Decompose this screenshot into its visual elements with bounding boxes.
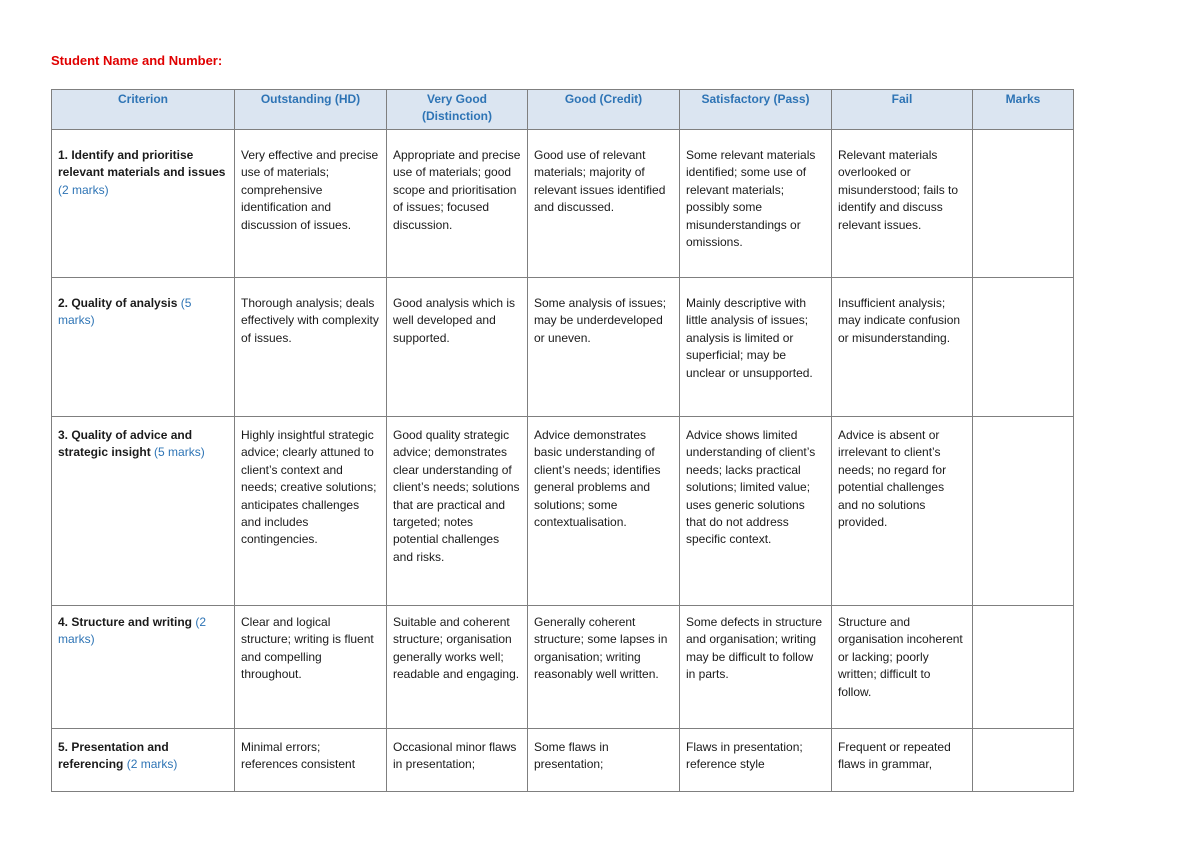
header-marks: Marks <box>973 90 1074 130</box>
satisfactory-cell: Mainly descriptive with little analysis of issues; analysis is limited or superficial; may be unclear or unsupported. <box>680 278 832 417</box>
marks-cell[interactable] <box>973 417 1074 606</box>
outstanding-cell: Very effective and precise use of materials; comprehensive identification and discussion of issues. <box>235 130 387 278</box>
table-row <box>52 417 1074 606</box>
satisfactory-cell: Some defects in structure and organisation; writing may be difficult to follow in parts. <box>680 606 832 729</box>
marks-cell[interactable] <box>973 606 1074 729</box>
fail-cell: Insufficient analysis; may indicate confusion or misunderstanding. <box>832 278 973 417</box>
good-cell: Some analysis of issues; may be underdeveloped or uneven. <box>528 278 680 417</box>
header-fail: Fail <box>832 90 973 130</box>
outstanding-cell: Thorough analysis; deals effectively with complexity of issues. <box>235 278 387 417</box>
very-good-cell: Good quality strategic advice; demonstrates clear understanding of client’s needs; solutions that are practical and targeted; notes potential challenges and risks. <box>387 417 528 606</box>
good-cell: Some flaws in presentation; <box>528 729 680 792</box>
criterion-name: 4. Structure and writing <box>58 615 193 629</box>
criterion-name: 5. Presentation and referencing <box>58 740 169 772</box>
criterion-cell <box>52 130 235 278</box>
good-cell: Generally coherent structure; some lapses in organisation; writing reasonably well written. <box>528 606 680 729</box>
fail-cell: Frequent or repeated flaws in grammar, <box>832 729 973 792</box>
header-very-good: Very Good (Distinction) <box>387 90 528 130</box>
criterion-marks: (2 marks) <box>58 182 109 197</box>
fail-cell: Advice is absent or irrelevant to client’s needs; no regard for potential challenges and no solutions provided. <box>832 417 973 606</box>
good-cell: Advice demonstrates basic understanding of client’s needs; identifies general problems and solutions; some contextualisation. <box>528 417 680 606</box>
outstanding-cell: Highly insightful strategic advice; clearly attuned to client’s context and needs; creative solutions; anticipates challenges and includes contingencies. <box>235 417 387 606</box>
satisfactory-cell: Some relevant materials identified; some use of relevant materials; possibly some misunderstandings or omissions. <box>680 130 832 278</box>
marks-cell[interactable] <box>973 729 1074 792</box>
criterion-cell <box>52 278 235 417</box>
criterion-marks: (2 marks) <box>126 757 178 772</box>
criterion-cell <box>52 606 235 729</box>
header-outstanding: Outstanding (HD) <box>235 90 387 130</box>
header-row <box>52 90 1074 130</box>
table-row <box>52 729 1074 792</box>
criterion-cell <box>52 729 235 792</box>
fail-cell: Structure and organisation incoherent or lacking; poorly written; difficult to follow. <box>832 606 973 729</box>
marks-cell[interactable] <box>973 278 1074 417</box>
table-row <box>52 278 1074 417</box>
table-row <box>52 606 1074 729</box>
criterion-name: 1. Identify and prioritise relevant materials and issues <box>58 148 226 180</box>
very-good-cell: Suitable and coherent structure; organisation generally works well; readable and engaging. <box>387 606 528 729</box>
marking-rubric-table <box>51 89 1074 792</box>
very-good-cell: Good analysis which is well developed and supported. <box>387 278 528 417</box>
header-satisfactory: Satisfactory (Pass) <box>680 90 832 130</box>
criterion-marks: (5 marks) <box>58 296 192 328</box>
very-good-cell: Appropriate and precise use of materials; good scope and prioritisation of issues; focused discussion. <box>387 130 528 278</box>
satisfactory-cell: Advice shows limited understanding of client’s needs; lacks practical solutions; limited value; uses generic solutions that do not address specific context. <box>680 417 832 606</box>
table-row <box>52 130 1074 278</box>
header-criterion: Criterion <box>52 90 235 130</box>
criterion-name: 2. Quality of analysis <box>58 296 178 310</box>
criterion-marks: (2 marks) <box>58 615 207 647</box>
very-good-cell: Occasional minor flaws in presentation; <box>387 729 528 792</box>
good-cell: Good use of relevant materials; majority of relevant issues identified and discussed. <box>528 130 680 278</box>
outstanding-cell: Minimal errors; references consistent <box>235 729 387 792</box>
fail-cell: Relevant materials overlooked or misunderstood; fails to identify and discuss relevant issues. <box>832 130 973 278</box>
outstanding-cell: Clear and logical structure; writing is fluent and compelling throughout. <box>235 606 387 729</box>
student-name-label: Student Name and Number: <box>51 53 223 68</box>
satisfactory-cell: Flaws in presentation; reference style <box>680 729 832 792</box>
criterion-name: 3. Quality of advice and strategic insight <box>58 428 193 460</box>
marks-cell[interactable] <box>973 130 1074 278</box>
header-good: Good (Credit) <box>528 90 680 130</box>
criterion-cell <box>52 417 235 606</box>
criterion-marks: (5 marks) <box>154 445 205 460</box>
